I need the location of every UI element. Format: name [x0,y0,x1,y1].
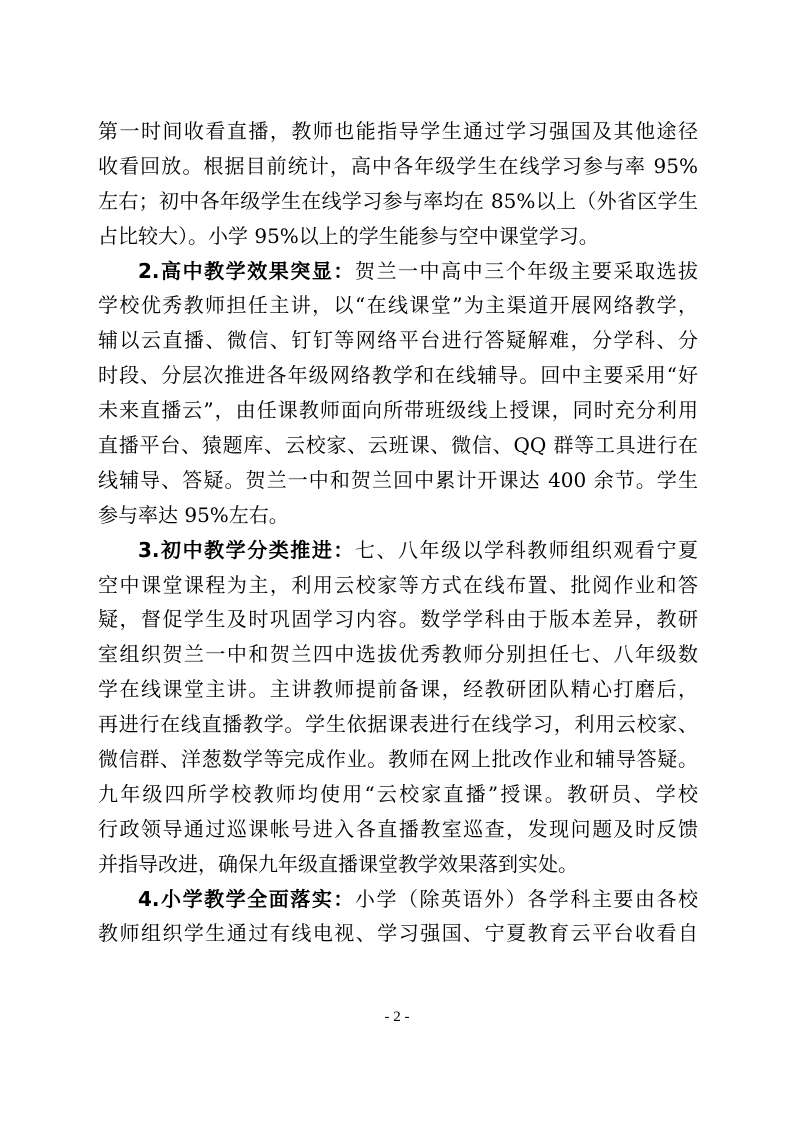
text-line: 疑，督促学生及时巩固学习内容。数学学科由于版本差异，教研 [98,607,698,632]
text-line: 并指导改进，确保九年级直播课堂教学效果落到实处。 [98,851,578,876]
paragraph-high-school [98,254,698,533]
section-heading: 2.高中教学效果突显： [138,258,355,283]
paragraph-1 [98,114,698,254]
text-line: 行政领导通过巡课帐号进入各直播教室巡查，发现问题及时反馈 [98,816,698,841]
text-line: 线辅导、答疑。贺兰一中和贺兰回中累计开课达 400 余节。学生 [98,467,698,492]
text-line: 占比较大）。小学 95%以上的学生能参与空中课堂学习。 [98,223,599,248]
text-line: 收看回放。根据目前统计，高中各年级学生在线学习参与率 95% [98,153,698,178]
text-run: 小学（除英语外）各学科主要由各校 [354,886,699,911]
text-line: 空中课堂课程为主，利用云校家等方式在线布置、批阅作业和答 [98,572,698,597]
text-line: 再进行在线直播教学。学生依据课表进行在线学习，利用云校家、 [98,712,698,737]
text-line: 室组织贺兰一中和贺兰四中选拔优秀教师分别担任七、八年级数 [98,642,698,667]
text-run: 七、八年级以学科教师组织观看宁夏 [354,537,699,562]
section-heading: 3.初中教学分类推进： [138,537,355,562]
document-body [98,114,698,951]
section-heading: 4.小学教学全面落实： [138,886,355,911]
paragraph-middle-school [98,533,698,882]
text-line: 第一时间收看直播，教师也能指导学生通过学习强国及其他途径 [98,119,698,143]
text-line: 参与率达 95%左右。 [98,502,289,527]
text-line: 学在线课堂主讲。主讲教师提前备课，经教研团队精心打磨后， [98,677,698,702]
text-line: 九年级四所学校教师均使用“云校家直播”授课。教研员、学校 [98,781,698,806]
text-line: 教师组织学生通过有线电视、学习强国、宁夏教育云平台收看自 [98,921,698,946]
text-line: 未来直播云”，由任课教师面向所带班级线上授课，同时充分利用 [98,398,698,423]
text-line: 学校优秀教师担任主讲，以“在线课堂”为主渠道开展网络教学， [98,293,698,318]
text-line [98,254,698,289]
text-line: 左右；初中各年级学生在线学习参与率均在 85%以上（外省区学生 [98,188,698,213]
text-line: 辅以云直播、微信、钉钉等网络平台进行答疑解难，分学科、分 [98,328,698,353]
text-line: 微信群、洋葱数学等完成作业。教师在网上批改作业和辅导答疑。 [98,747,698,772]
page-number: - 2 - [384,1009,410,1025]
paragraph-primary-school [98,882,698,952]
text-line: 直播平台、猿题库、云校家、云班课、微信、QQ 群等工具进行在 [98,433,698,458]
text-run: 贺兰一中高中三个年级主要采取选拔 [354,258,699,283]
text-line [98,882,698,917]
text-line [98,533,698,568]
text-line: 时段、分层次推进各年级网络教学和在线辅导。回中主要采用“好 [98,363,698,388]
